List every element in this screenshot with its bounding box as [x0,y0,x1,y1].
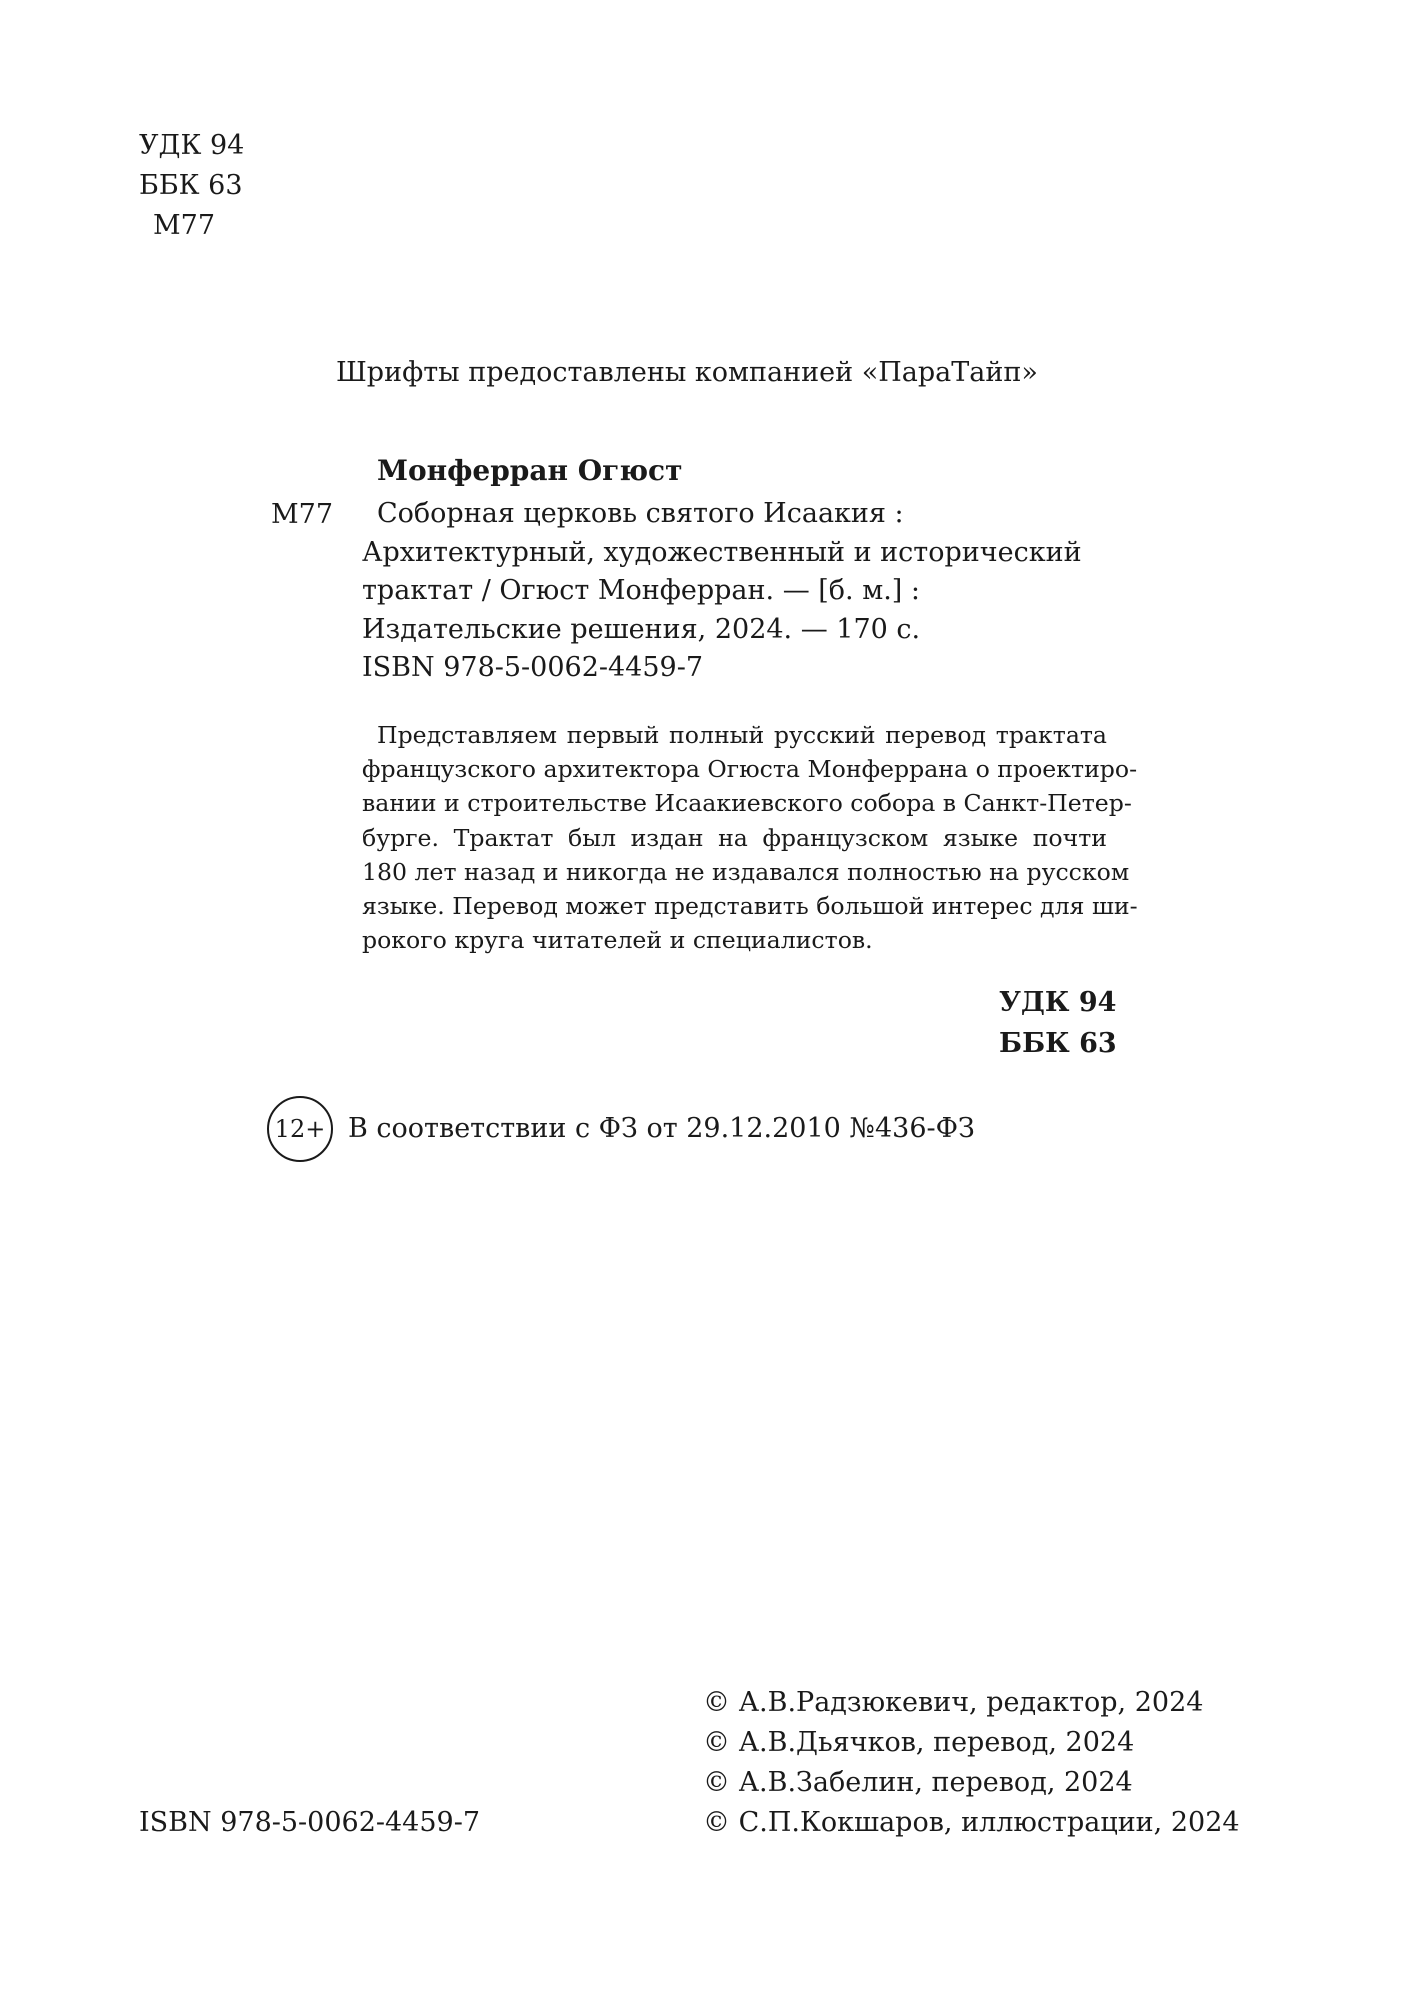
copyright-line: © А.В.Забелин, перевод, 2024 [703,1767,1133,1798]
annotation-line: рокого круга читателей и специалистов. [362,926,873,955]
annotation [362,718,1138,957]
annotation-line: французского архитектора Огюста Монферрана о проектиро- [362,755,1138,784]
bib-line-publisher: Издательские решения, 2024. — 170 с. [362,613,921,645]
bib-line-responsibility: трактат / Огюст Монферран. — [б. м.] : [362,575,921,606]
annotation-line: бурге. Трактат был издан на французском языке почти [362,823,1107,852]
annotation-line: 180 лет назад и никогда не издавался полностью на русском [362,857,1130,886]
bbk-code-top: ББК 63 [139,170,243,201]
copyright-line: © А.В.Радзюкевич, редактор, 2024 [703,1687,1204,1718]
copyright-line: © А.В.Дьячков, перевод, 2024 [703,1727,1135,1758]
annotation-line: вании и строительстве Исаакиевского собора в Санкт-Петер- [362,789,1132,818]
age-rating-label: 12+ [274,1115,326,1143]
author-mark-top: М77 [153,210,216,241]
udk-code-top: УДК 94 [139,130,245,161]
age-rating-badge [267,1096,333,1162]
udk-code-right: УДК 94 [999,987,1117,1018]
annotation-line: Представляем первый полный русский перевод трактата [377,721,1107,749]
bib-line-title: Соборная церковь святого Исаакия : [377,498,904,529]
author-heading: Монферран Огюст [377,454,683,487]
bibliographic-description [362,495,1082,688]
age-rating-law: В соответствии с ФЗ от 29.12.2010 №436-ФЗ [348,1113,975,1144]
bib-line-isbn: ISBN 978-5-0062-4459-7 [362,652,704,683]
annotation-line: языке. Перевод может представить большой интерес для ши- [362,892,1138,921]
isbn-bottom: ISBN 978-5-0062-4459-7 [139,1807,481,1838]
bib-line-subtitle: Архитектурный, художественный и исторический [362,536,1082,568]
bbk-code-right: ББК 63 [999,1028,1117,1059]
fonts-credit: Шрифты предоставлены компанией «ПараТайп» [336,357,1038,388]
copyright-line: © С.П.Кокшаров, иллюстрации, 2024 [703,1807,1240,1838]
author-mark: М77 [271,499,334,530]
